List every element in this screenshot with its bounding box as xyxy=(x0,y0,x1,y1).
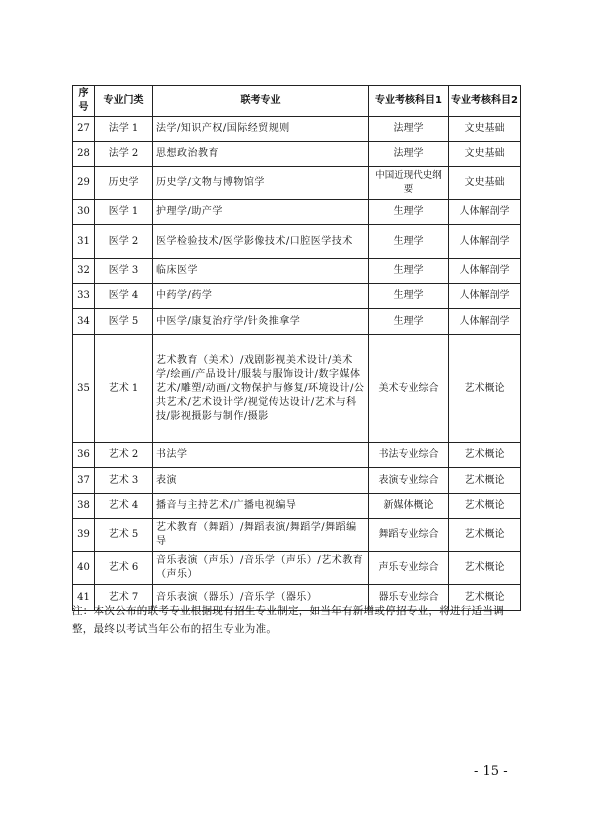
cell-majors: 历史学/文物与博物馆学 xyxy=(153,167,369,200)
cell-subject-2: 艺术概论 xyxy=(449,468,521,494)
cell-category: 艺术 2 xyxy=(95,443,153,468)
cell-subject-2: 文史基础 xyxy=(449,117,521,142)
cell-majors: 书法学 xyxy=(153,443,369,468)
table-row xyxy=(73,494,521,519)
cell-category: 医学 4 xyxy=(95,284,153,309)
cell-subject-2: 人体解剖学 xyxy=(449,309,521,335)
header-subject-1: 专业考核科目1 xyxy=(369,86,449,117)
table-row xyxy=(73,225,521,259)
cell-subject-2: 人体解剖学 xyxy=(449,284,521,309)
cell-subject-2: 文史基础 xyxy=(449,167,521,200)
cell-subject-1: 书法专业综合 xyxy=(369,443,449,468)
table-header-row xyxy=(73,86,521,117)
header-serial: 序号 xyxy=(73,86,95,117)
cell-majors: 医学检验技术/医学影像技术/口腔医学技术 xyxy=(153,225,369,259)
majors-table xyxy=(72,85,521,611)
cell-majors: 音乐表演（声乐）/音乐学（声乐）/艺术教育（声乐） xyxy=(153,552,369,585)
table-row xyxy=(73,443,521,468)
cell-subject-1: 法理学 xyxy=(369,142,449,167)
cell-subject-2: 艺术概论 xyxy=(449,494,521,519)
cell-majors: 护理学/助产学 xyxy=(153,200,369,225)
cell-subject-1: 生理学 xyxy=(369,309,449,335)
cell-serial: 40 xyxy=(73,552,95,585)
cell-serial: 28 xyxy=(73,142,95,167)
cell-majors: 法学/知识产权/国际经贸规则 xyxy=(153,117,369,142)
cell-category: 法学 2 xyxy=(95,142,153,167)
cell-category: 艺术 6 xyxy=(95,552,153,585)
cell-subject-2: 艺术概论 xyxy=(449,519,521,552)
cell-subject-2: 艺术概论 xyxy=(449,443,521,468)
cell-subject-1: 生理学 xyxy=(369,225,449,259)
cell-serial: 34 xyxy=(73,309,95,335)
cell-majors: 表演 xyxy=(153,468,369,494)
table-row xyxy=(73,167,521,200)
cell-subject-1: 表演专业综合 xyxy=(369,468,449,494)
cell-serial: 37 xyxy=(73,468,95,494)
cell-subject-2: 人体解剖学 xyxy=(449,259,521,284)
table-row xyxy=(73,519,521,552)
cell-serial: 41 xyxy=(73,585,95,611)
cell-serial: 27 xyxy=(73,117,95,142)
cell-category: 艺术 3 xyxy=(95,468,153,494)
cell-category: 医学 2 xyxy=(95,225,153,259)
cell-category: 艺术 5 xyxy=(95,519,153,552)
cell-subject-1: 生理学 xyxy=(369,200,449,225)
cell-category: 医学 1 xyxy=(95,200,153,225)
table-row xyxy=(73,259,521,284)
footnote: 注：本次公布的联考专业根据现有招生专业制定，如当年有新增或停招专业，将进行适当调整，最终以考试当年公布的招生专业为准。 xyxy=(72,605,504,635)
cell-majors: 播音与主持艺术/广播电视编导 xyxy=(153,494,369,519)
table-row xyxy=(73,117,521,142)
cell-majors: 临床医学 xyxy=(153,259,369,284)
cell-subject-2: 艺术概论 xyxy=(449,335,521,443)
cell-serial: 35 xyxy=(73,335,95,443)
cell-subject-1: 生理学 xyxy=(369,259,449,284)
cell-subject-1: 声乐专业综合 xyxy=(369,552,449,585)
cell-subject-2: 艺术概论 xyxy=(449,552,521,585)
cell-majors: 思想政治教育 xyxy=(153,142,369,167)
cell-serial: 29 xyxy=(73,167,95,200)
table-row xyxy=(73,335,521,443)
cell-subject-1: 生理学 xyxy=(369,284,449,309)
table-row xyxy=(73,284,521,309)
cell-majors: 艺术教育（美术）/戏剧影视美术设计/美术学/绘画/产品设计/服装与服饰设计/数字媒体艺术/雕塑/动画/文物保护与修复/环境设计/公共艺术/艺术设计学/视觉传达设计/艺术与科技/影视摄影与制作/摄影 xyxy=(153,335,369,443)
cell-category: 历史学 xyxy=(95,167,153,200)
cell-serial: 36 xyxy=(73,443,95,468)
header-category: 专业门类 xyxy=(95,86,153,117)
page-number: - 15 - xyxy=(474,764,508,779)
cell-subject-2: 艺术概论 xyxy=(449,585,521,611)
cell-subject-2: 人体解剖学 xyxy=(449,200,521,225)
cell-majors: 中药学/药学 xyxy=(153,284,369,309)
cell-subject-1: 中国近现代史纲要 xyxy=(369,167,449,200)
cell-serial: 32 xyxy=(73,259,95,284)
cell-subject-1: 美术专业综合 xyxy=(369,335,449,443)
cell-subject-1: 法理学 xyxy=(369,117,449,142)
table-row xyxy=(73,552,521,585)
cell-category: 艺术 7 xyxy=(95,585,153,611)
cell-subject-1: 新媒体概论 xyxy=(369,494,449,519)
header-majors: 联考专业 xyxy=(153,86,369,117)
table-row xyxy=(73,142,521,167)
cell-category: 法学 1 xyxy=(95,117,153,142)
cell-subject-2: 人体解剖学 xyxy=(449,225,521,259)
cell-serial: 30 xyxy=(73,200,95,225)
cell-serial: 33 xyxy=(73,284,95,309)
cell-category: 艺术 4 xyxy=(95,494,153,519)
cell-serial: 31 xyxy=(73,225,95,259)
cell-majors: 音乐表演（器乐）/音乐学（器乐） xyxy=(153,585,369,611)
table-row xyxy=(73,468,521,494)
cell-category: 医学 3 xyxy=(95,259,153,284)
cell-majors: 艺术教育（舞蹈）/舞蹈表演/舞蹈学/舞蹈编导 xyxy=(153,519,369,552)
cell-serial: 39 xyxy=(73,519,95,552)
table-row xyxy=(73,309,521,335)
header-subject-2: 专业考核科目2 xyxy=(449,86,521,117)
cell-subject-2: 文史基础 xyxy=(449,142,521,167)
cell-serial: 38 xyxy=(73,494,95,519)
cell-majors: 中医学/康复治疗学/针灸推拿学 xyxy=(153,309,369,335)
cell-category: 医学 5 xyxy=(95,309,153,335)
cell-category: 艺术 1 xyxy=(95,335,153,443)
table-row xyxy=(73,200,521,225)
cell-subject-1: 器乐专业综合 xyxy=(369,585,449,611)
cell-subject-1: 舞蹈专业综合 xyxy=(369,519,449,552)
